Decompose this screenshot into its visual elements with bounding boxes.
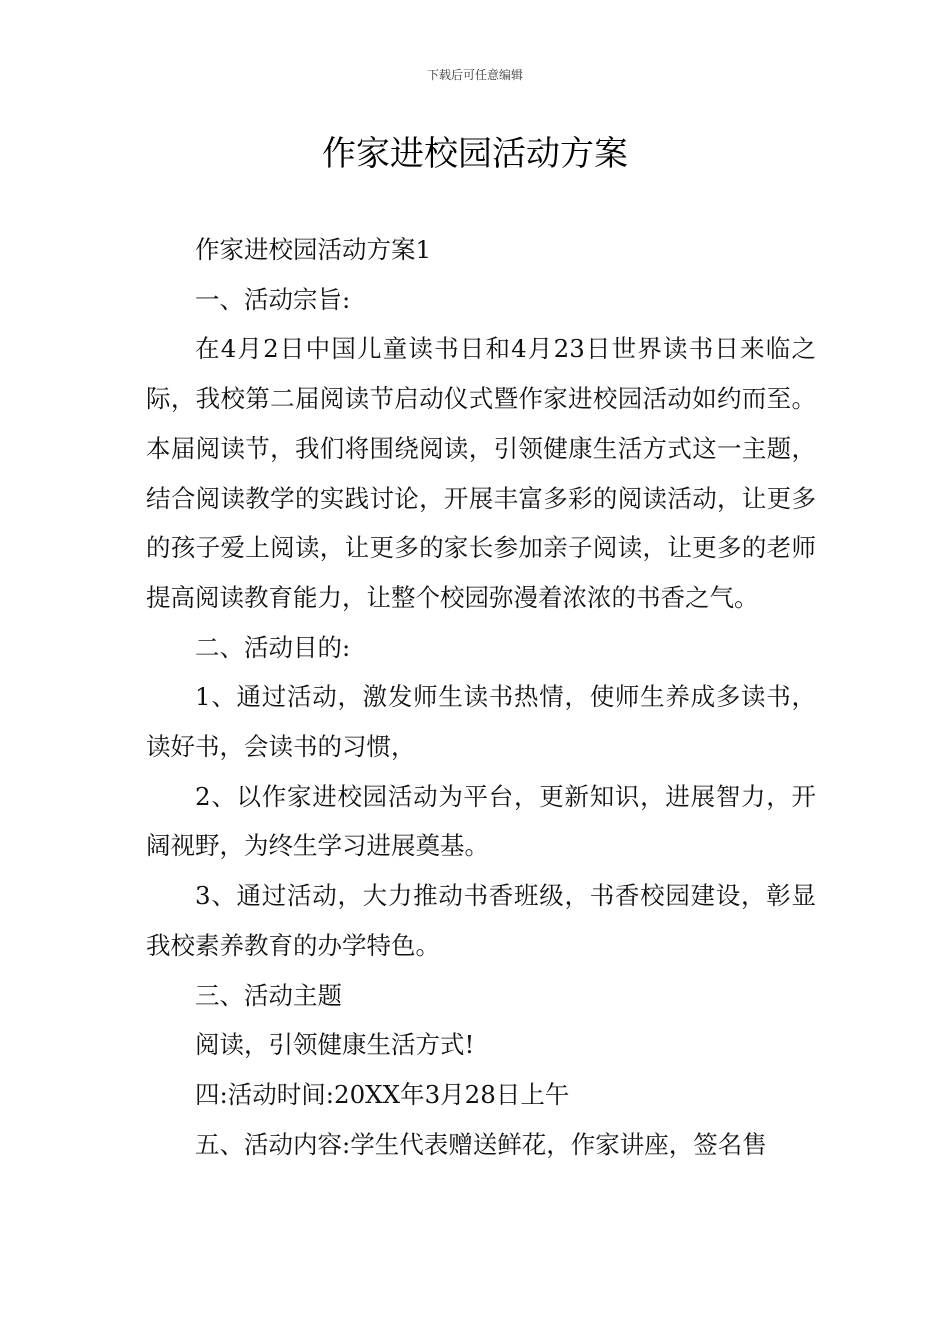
header-note: 下载后可任意编辑 [426,68,523,82]
body-paragraph: 3、通过活动，大力推动书香班级，书香校园建设，彰显我校素养教育的办学特色。 [146,881,816,960]
body-paragraph: 在4月2日中国儿童读书日和4月23日世界读书日来临之际，我校第二届阅读节启动仪式暨作家进校园活动如约而至。本届阅读节，我们将围绕阅读，引领健康生活方式这一主题，结合阅读教学的实践讨论，开展丰富多彩的阅读活动，让更多的孩子爱上阅读，让更多的家长参加亲子阅读，让更多的老师提高阅读教育能力，让整个校园弥漫着浓浓的书香之气。 [146,334,816,612]
section-heading: 一、活动宗旨: [195,284,351,314]
section-heading: 三、活动主题 [195,980,342,1010]
body-paragraph: 四:活动时间:20XX年3月28日上午 [195,1079,570,1109]
section-heading: 作家进校园活动方案1 [195,235,432,264]
body-paragraph: 阅读，引领健康生活方式! [195,1030,475,1060]
body-paragraph: 1、通过活动，激发师生读书热情，使师生养成多读书，读好书，会读书的习惯， [146,682,816,762]
body-paragraph: 2、以作家进校园活动为平台，更新知识，进展智力，开阔视野，为终生学习进展奠基。 [146,781,816,861]
document-body [146,225,816,1169]
document-title: 作家进校园活动方案 [322,134,628,174]
section-heading: 二、活动目的: [195,632,351,662]
body-paragraph: 五、活动内容:学生代表赠送鲜花，作家讲座，签名售 [195,1129,767,1159]
